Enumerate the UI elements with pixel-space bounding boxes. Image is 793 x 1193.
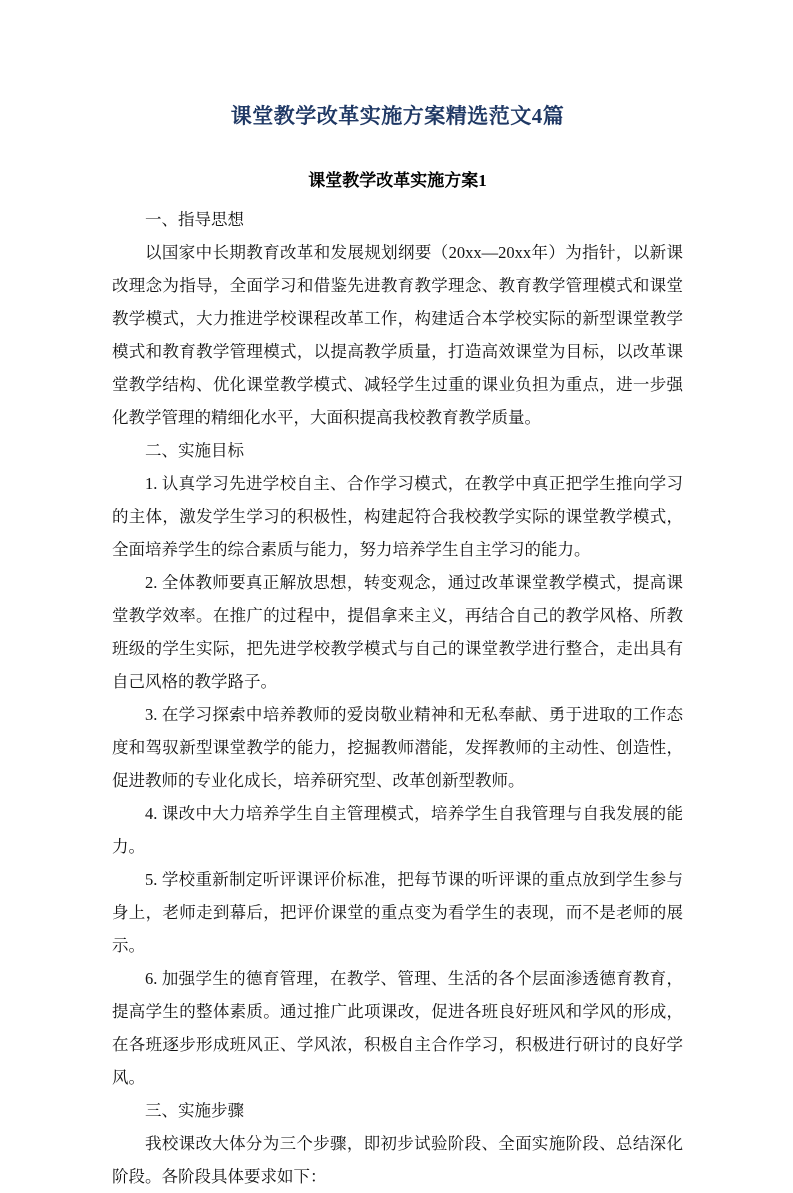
paragraph: 我校课改大体分为三个步骤，即初步试验阶段、全面实施阶段、总结深化阶段。各阶段具体要求如下： (112, 1134, 683, 1186)
paragraph: 2. 全体教师要真正解放思想，转变观念，通过改革课堂教学模式，提高课堂教学效率。在推广的过程中，提倡拿来主义，再结合自己的教学风格、所教班级的学生实际，把先进学校教学模式与自己的课堂教学进行整合，走出具有自己风格的教学路子。 (112, 573, 683, 691)
paragraph: 一、指导思想 (145, 210, 244, 229)
paragraph: 6. 加强学生的德育管理，在教学、管理、生活的各个层面渗透德育教育，提高学生的整体素质。通过推广此项课改，促进各班良好班风和学风的形成，在各班逐步形成班风正、学风浓，积极自主合作学习，积极进行研讨的良好学风。 (112, 969, 683, 1087)
paragraph: 以国家中长期教育改革和发展规划纲要（20xx—20xx年）为指针，以新课改理念为指导，全面学习和借鉴先进教育教学理念、教育教学管理模式和课堂教学模式，大力推进学校课程改革工作，构建适合本学校实际的新型课堂教学模式和教育教学管理模式，以提高教学质量，打造高效课堂为目标，以改革课堂教学结构、优化课堂教学模式、减轻学生过重的课业负担为重点，进一步强化教学管理的精细化水平，大面积提高我校教育教学质量。 (112, 243, 683, 427)
paragraph: 3. 在学习探索中培养教师的爱岗敬业精神和无私奉献、勇于进取的工作态度和驾驭新型课堂教学的能力，挖掘教师潜能，发挥教师的主动性、创造性，促进教师的专业化成长，培养研究型、改革创新型教师。 (112, 705, 683, 790)
paragraph: 5. 学校重新制定听评课评价标准，把每节课的听评课的重点放到学生参与身上，老师走到幕后，把评价课堂的重点变为看学生的表现，而不是老师的展示。 (112, 870, 683, 955)
document-subtitle: 课堂教学改革实施方案1 (308, 171, 487, 190)
document-title: 课堂教学改革实施方案精选范文4篇 (230, 104, 565, 128)
paragraph: 三、实施步骤 (145, 1101, 244, 1120)
document-body (112, 203, 683, 1193)
paragraph: 4. 课改中大力培养学生自主管理模式，培养学生自我管理与自我发展的能力。 (112, 804, 683, 856)
paragraph: 1. 认真学习先进学校自主、合作学习模式，在教学中真正把学生推向学习的主体，激发学生学习的积极性，构建起符合我校教学实际的课堂教学模式，全面培养学生的综合素质与能力，努力培养学生自主学习的能力。 (112, 474, 683, 559)
paragraph: 二、实施目标 (145, 441, 244, 460)
